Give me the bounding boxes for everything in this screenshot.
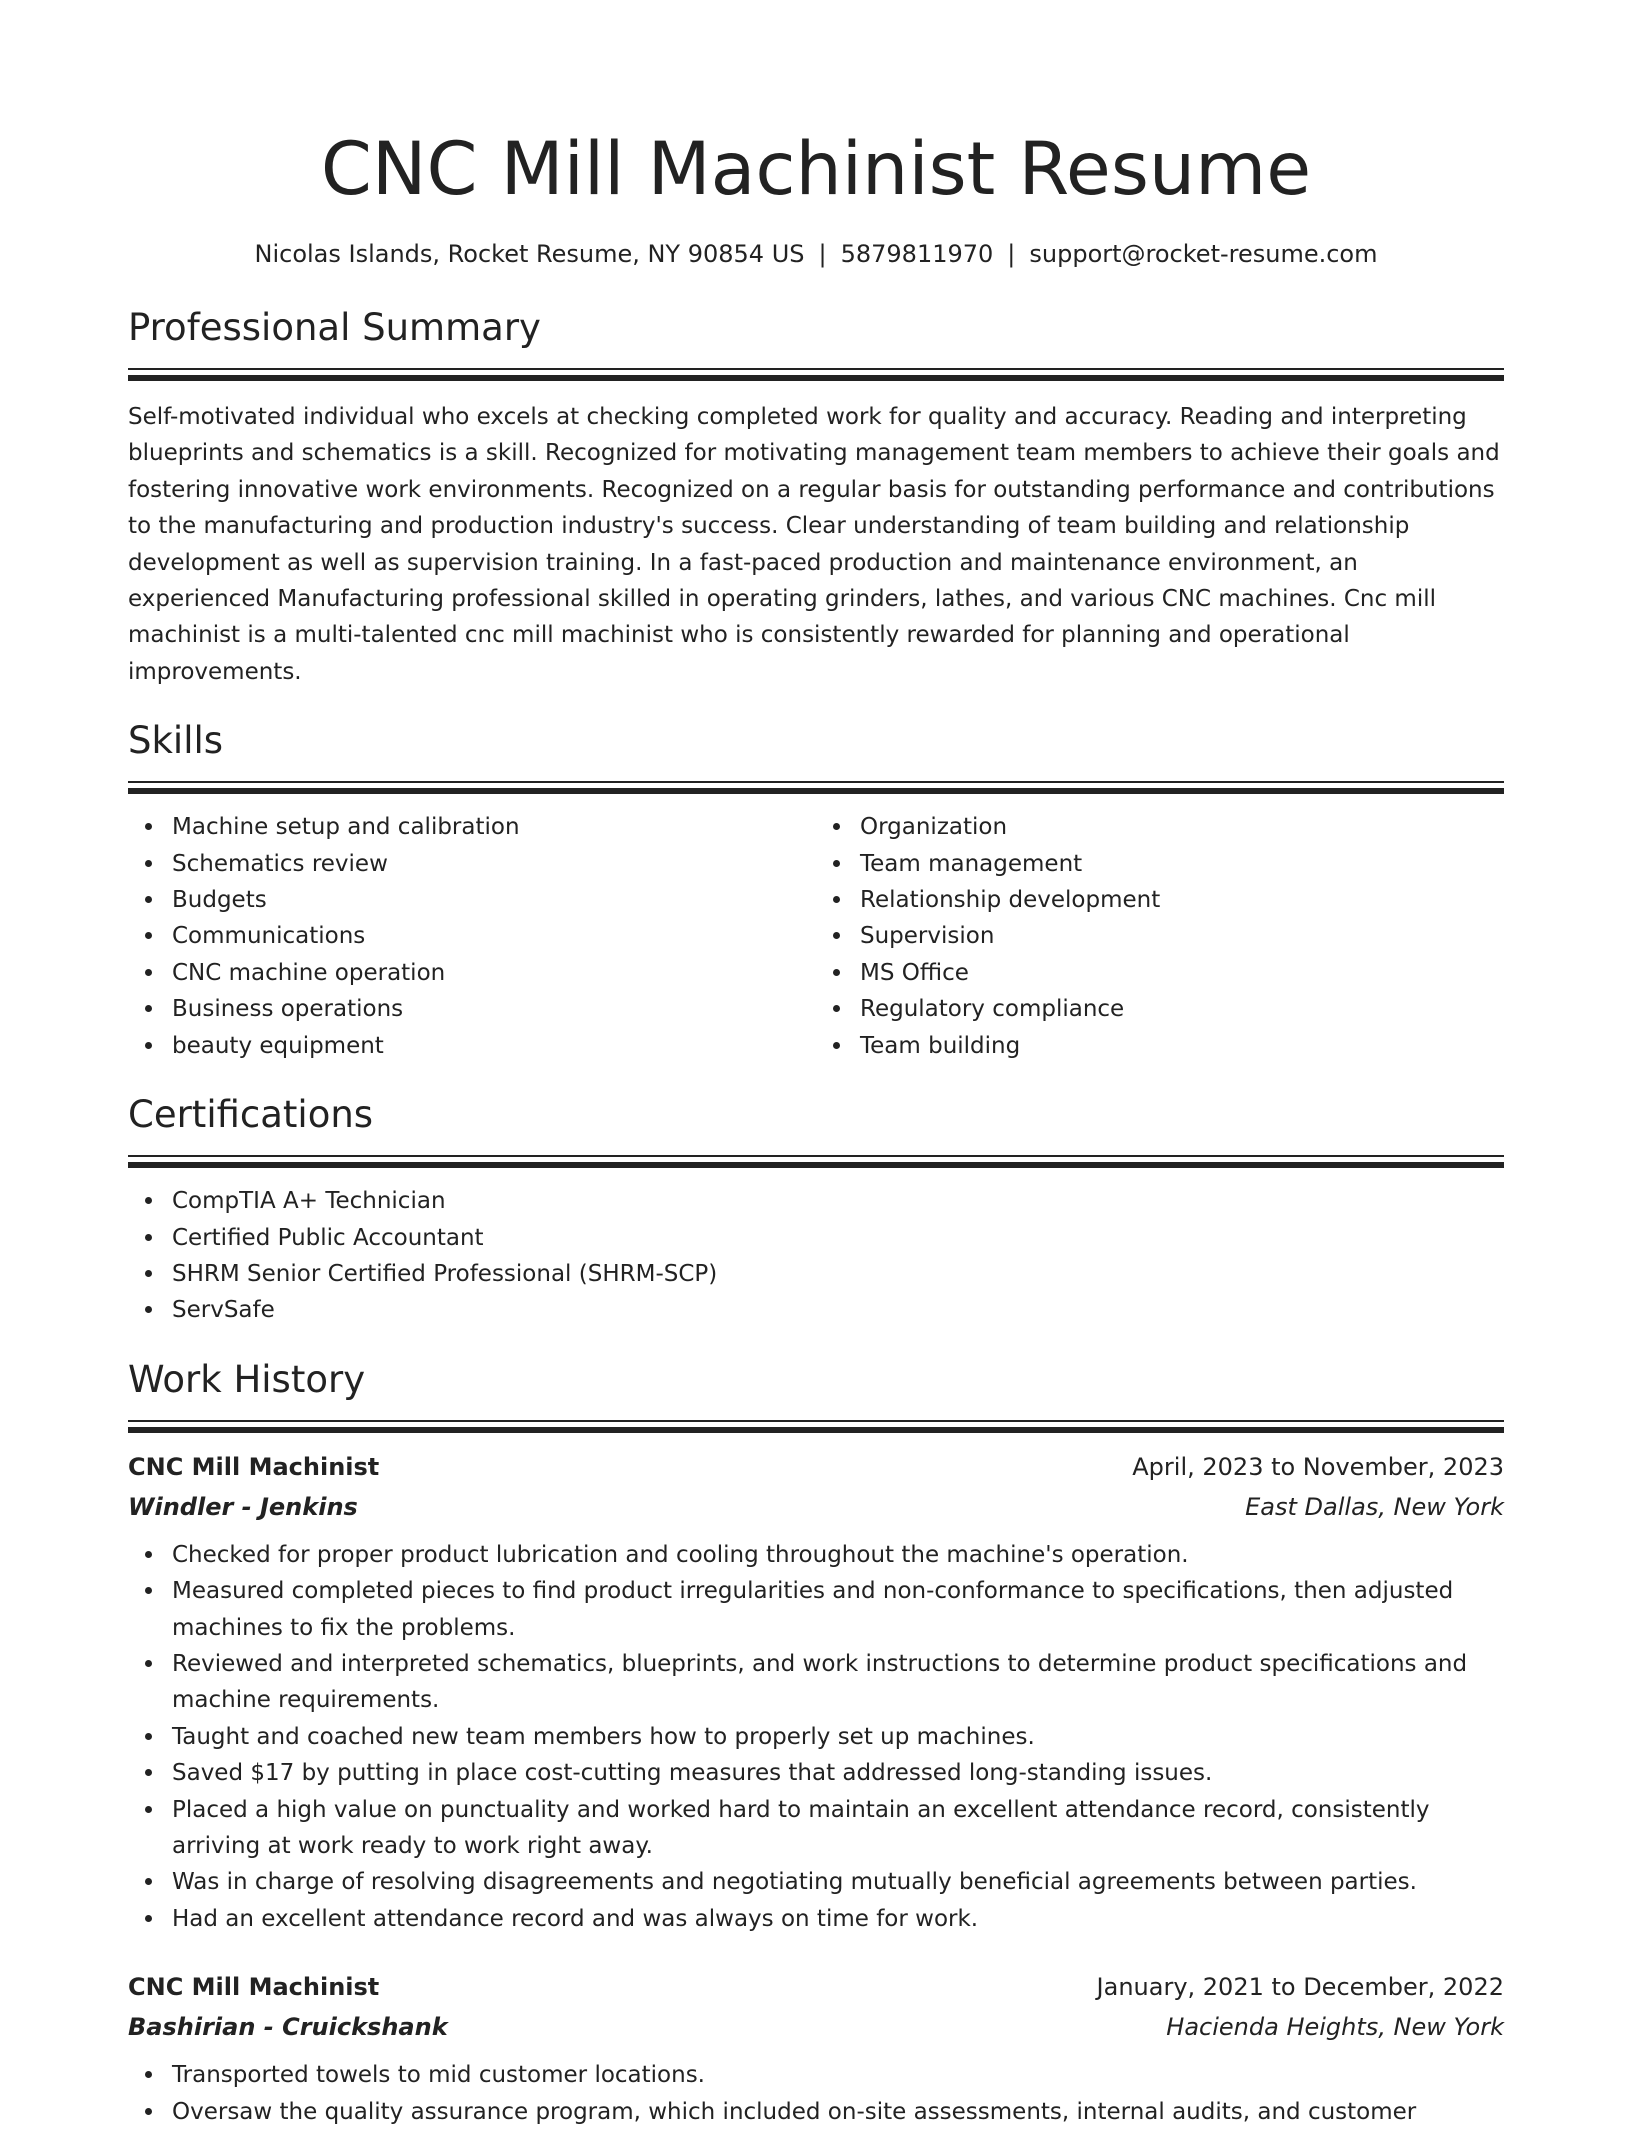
skill-item: Supervision — [860, 918, 1504, 954]
skills-columns — [128, 809, 1504, 1064]
job-duty: Measured completed pieces to find product irregularities and non-conformance to specifications, then adjusted machines to fix the problems. — [172, 1573, 1504, 1646]
skill-item: Regulatory compliance — [860, 991, 1504, 1027]
job-entry — [128, 1447, 1504, 1937]
skill-item: Team building — [860, 1028, 1504, 1064]
job-duty: Had an excellent attendance record and was always on time for work. — [172, 1901, 1504, 1937]
contact-address: Nicolas Islands, Rocket Resume, NY 90854 US — [254, 240, 805, 268]
skill-item: Team management — [860, 846, 1504, 882]
job-duty: Was in charge of resolving disagreements and negotiating mutually beneficial agreements between parties. — [172, 1864, 1504, 1900]
job-dates: April, 2023 to November, 2023 — [1132, 1452, 1504, 1481]
contact-line — [128, 238, 1504, 270]
job-header-row — [128, 1967, 1504, 2007]
certification-item: CompTIA A+ Technician — [172, 1183, 1504, 1219]
certifications-section — [128, 1092, 1504, 1329]
skill-item: Machine setup and calibration — [172, 809, 816, 845]
job-duties-list — [128, 2057, 1504, 2130]
job-duty: Taught and coached new team members how to properly set up machines. — [172, 1719, 1504, 1755]
contact-phone: 5879811970 — [840, 240, 994, 268]
section-divider — [128, 1155, 1504, 1168]
certifications-list — [128, 1183, 1504, 1329]
skill-item: Budgets — [172, 882, 816, 918]
skills-section — [128, 718, 1504, 1064]
job-subheader-row — [128, 2007, 1504, 2047]
certification-item: Certified Public Accountant — [172, 1220, 1504, 1256]
work-history-section — [128, 1357, 1504, 2130]
job-location: Hacienda Heights, New York — [1166, 2013, 1504, 2042]
skill-item: Organization — [860, 809, 1504, 845]
summary-heading: Professional Summary — [128, 306, 541, 349]
contact-email[interactable]: support@rocket-resume.com — [1029, 240, 1378, 268]
skills-list-left — [128, 809, 816, 1064]
skill-item: Relationship development — [860, 882, 1504, 918]
skills-list-right — [816, 809, 1504, 1064]
skill-item: Business operations — [172, 991, 816, 1027]
job-subheader-row — [128, 1487, 1504, 1527]
job-header-row — [128, 1447, 1504, 1487]
skill-item: Schematics review — [172, 846, 816, 882]
skill-item: beauty equipment — [172, 1028, 816, 1064]
certification-item: SHRM Senior Certified Professional (SHRM-SCP) — [172, 1256, 1504, 1292]
job-company: Bashirian - Cruickshank — [128, 2013, 448, 2042]
job-dates: January, 2021 to December, 2022 — [1096, 1973, 1504, 2002]
work-history-heading: Work History — [128, 1357, 366, 1401]
skill-item: MS Office — [860, 955, 1504, 991]
job-location: East Dallas, New York — [1245, 1492, 1504, 1521]
job-company: Windler - Jenkins — [128, 1492, 358, 1521]
resume-page — [128, 0, 1504, 2130]
summary-text: Self-motivated individual who excels at checking completed work for quality and accuracy. Reading and interpreting blueprints and schematics is a skill. Recognized for motivating management team members to achieve their goals and fostering innovative work environments. Recognized on a regular basis for outstanding performance and contributions to the manufacturing and production industry's success. Clear understanding of team building and relationship development as well as supervision training. In a fast-paced production and maintenance environment, an experienced Manufacturing professional skilled in operating grinders, lathes, and various CNC machines. Cnc mill machinist is a multi-talented cnc mill machinist who is consistently rewarded for planning and operational improvements. — [128, 404, 1500, 685]
skills-heading: Skills — [128, 719, 224, 763]
certifications-heading: Certifications — [128, 1093, 374, 1137]
job-duty: Saved $17 by putting in place cost-cutting measures that addressed long-standing issues. — [172, 1755, 1504, 1791]
section-divider — [128, 781, 1504, 794]
section-divider — [128, 1420, 1504, 1433]
section-divider — [128, 368, 1504, 381]
skill-item: CNC machine operation — [172, 955, 816, 991]
job-title: CNC Mill Machinist — [128, 1973, 380, 2002]
job-duty: Checked for proper product lubrication and cooling throughout the machine's operation. — [172, 1537, 1504, 1573]
resume-title: CNC Mill Machinist Resume — [320, 127, 1312, 212]
contact-separator: | — [1007, 240, 1016, 268]
skill-item: Communications — [172, 918, 816, 954]
job-duty: Placed a high value on punctuality and worked hard to maintain an excellent attendance record, consistently arriving at work ready to work right away. — [172, 1792, 1504, 1865]
certification-item: ServSafe — [172, 1292, 1504, 1328]
contact-separator: | — [818, 240, 827, 268]
job-duty: Reviewed and interpreted schematics, blueprints, and work instructions to determine product specifications and machine requirements. — [172, 1646, 1504, 1719]
job-entry — [128, 1967, 1504, 2130]
summary-section — [128, 305, 1504, 690]
job-duties-list — [128, 1537, 1504, 1937]
job-duty: Oversaw the quality assurance program, which included on-site assessments, internal audits, and customer — [172, 2094, 1504, 2130]
job-duty: Transported towels to mid customer locations. — [172, 2057, 1504, 2093]
job-title: CNC Mill Machinist — [128, 1452, 380, 1481]
